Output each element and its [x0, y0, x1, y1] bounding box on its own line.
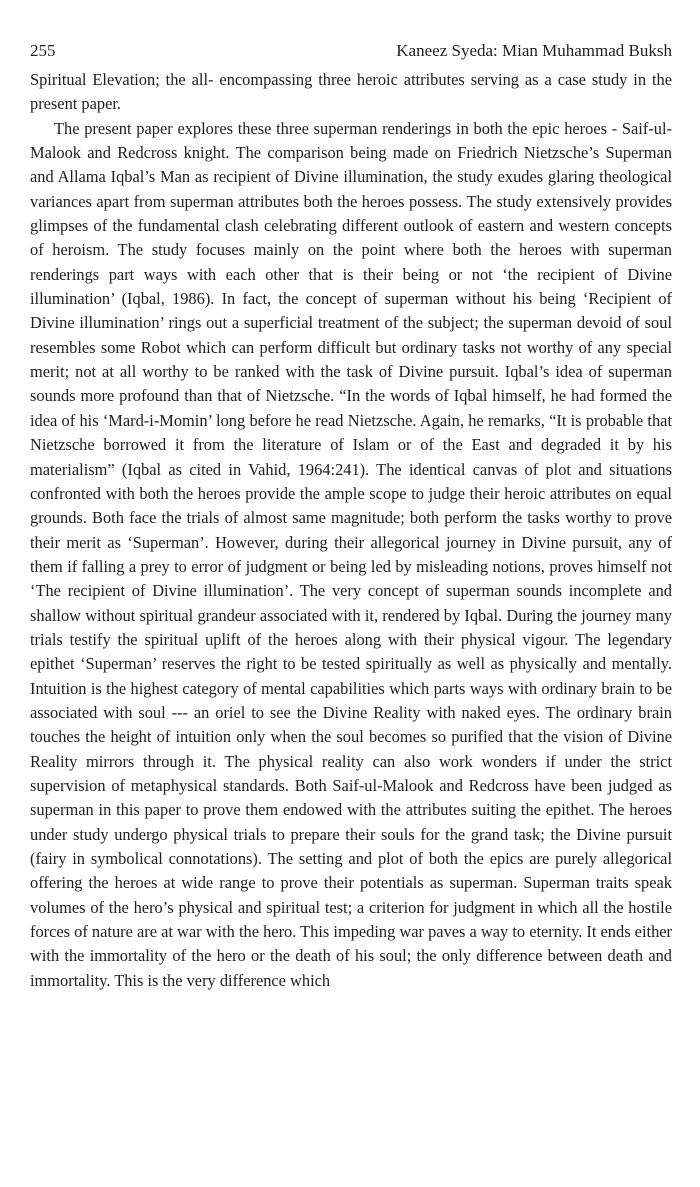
body-text	[30, 68, 672, 993]
document-page	[30, 40, 672, 993]
page-number: 255	[30, 41, 56, 60]
running-title: Kaneez Syeda: Mian Muhammad Buksh	[396, 41, 672, 60]
paragraph: The present paper explores these three superman renderings in both the epic heroes - Saif-ul-Malook and Redcross knight. The comparison being made on Friedrich Nietzsche’s Superman and Allama Iqbal’s Man as recipient of Divine illumination, the study exudes glaring theological variances apart from superman attributes both the heroes possess. The study extensively provides glimpses of the fundamental clash celebrating different outlook of eastern and western concepts of heroism. The study focuses mainly on the point where both the heroes with superman renderings part ways with each other that is their being or not ‘the recipient of Divine illumination’ (Iqbal, 1986). In fact, the concept of superman without his being ‘Recipient of Divine illumination’ rings out a superficial treatment of the subject; the superman devoid of soul resembles some Robot which can perform difficult but ordinary tasks not worthy of any special merit; not at all worthy to be ranked with the task of Divine pursuit. Iqbal’s idea of superman sounds more profound than that of Nietzsche. “In the words of Iqbal himself, he had formed the idea of his ‘Mard-i-Momin’ long before he read Nietzsche. Again, he remarks, “It is probable that Nietzsche borrowed it from the literature of Islam or of the East and degraded it by his materialism” (Iqbal as cited in Vahid, 1964:241). The identical canvas of plot and situations confronted with both the heroes provide the ample scope to judge their heroic attributes on equal grounds. Both face the trials of almost same magnitude; both perform the tasks worthy to prove their merit as ‘Superman’. However, during their allegorical journey in Divine pursuit, any of them if falling a prey to error of judgment or being led by misleading notions, proves himself not ‘The recipient of Divine illumination’. The very concept of superman sounds incomplete and shallow without spiritual grandeur associated with it, rendered by Iqbal. During the journey many trials testify the spiritual uplift of the heroes along with their physical vigour. The legendary epithet ‘Superman’ reserves the right to be tested spiritually as well as physically and mentally. Intuition is the highest category of mental capabilities which parts ways with ordinary brain to be associated with soul --- an oriel to see the Divine Reality with naked eyes. The ordinary brain touches the height of intuition only when the soul becomes so purified that the vision of Divine Reality mirrors through it. The physical reality can also work wonders if under the strict supervision of metaphysical standards. Both Saif-ul-Malook and Redcross have been judged as superman in this paper to prove them endowed with the attributes suiting the epithet. The heroes under study undergo physical trials to prepare their souls for the grand task; the Divine pursuit (fairy in symbolical connotations). The setting and plot of both the epics are purely allegorical offering the heroes at wide range to prove their potentials as superman. Superman traits speak volumes of the hero’s physical and spiritual test; a criterion for judgment in which all the hostile forces of nature are at war with the hero. This impeding war paves a way to eternity. It ends either with the immortality of the hero or the death of his soul; the only difference between death and immortality. This is the very difference which	[30, 118, 672, 990]
paragraph-continuation: Spiritual Elevation; the all- encompassing three heroic attributes serving as a case study in the present paper.	[30, 70, 672, 114]
running-header	[30, 40, 672, 62]
